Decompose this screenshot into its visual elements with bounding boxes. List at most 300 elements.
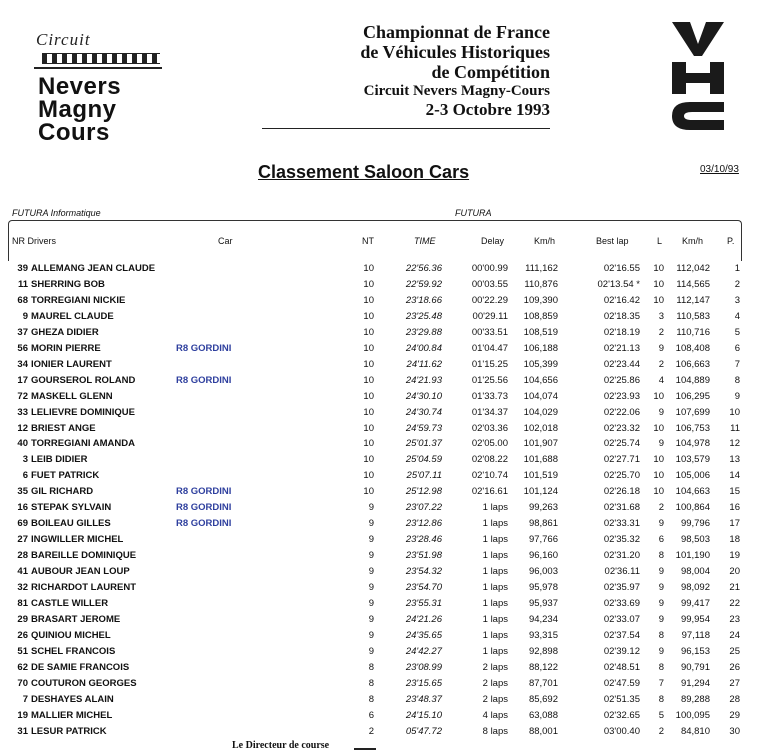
row-number: 81 <box>17 597 28 609</box>
row-laps: 10 <box>363 438 374 450</box>
row-number: 34 <box>17 358 28 370</box>
table-row <box>0 389 768 405</box>
row-driver: MAUREL CLAUDE <box>31 310 114 322</box>
row-best-speed: 104,663 <box>675 486 710 498</box>
row-speed: 104,074 <box>523 390 558 402</box>
row-speed: 104,029 <box>523 406 558 418</box>
row-delay: 01'15.25 <box>471 358 508 370</box>
row-best-speed: 91,294 <box>680 677 710 689</box>
row-best-lap-number: 8 <box>658 661 664 673</box>
row-best-speed: 101,190 <box>675 550 710 562</box>
row-speed: 101,124 <box>523 486 558 498</box>
table-row <box>0 261 768 277</box>
row-time: 24'42.27 <box>405 645 442 657</box>
row-car: R8 GORDINI <box>176 374 232 386</box>
row-best-lap-number: 10 <box>653 278 664 290</box>
row-time: 22'56.36 <box>405 263 442 274</box>
row-best-speed: 106,753 <box>675 422 710 434</box>
row-number: 6 <box>22 470 28 482</box>
table-row <box>0 644 768 660</box>
row-best-lap: 02'35.97 <box>603 582 640 593</box>
row-best-lap-number: 9 <box>658 645 664 657</box>
row-speed: 97,766 <box>528 534 558 546</box>
row-laps: 9 <box>368 629 374 641</box>
row-driver: TORREGIANI AMANDA <box>31 438 135 450</box>
row-time: 24'35.65 <box>405 629 442 641</box>
row-speed: 95,978 <box>528 582 558 593</box>
row-delay: 1 laps <box>482 645 508 657</box>
row-delay: 1 laps <box>482 582 508 593</box>
row-speed: 99,263 <box>528 502 558 514</box>
row-time: 25'12.98 <box>405 486 442 498</box>
row-driver: SCHEL FRANCOIS <box>31 645 116 657</box>
row-best-lap-number: 2 <box>658 326 664 338</box>
row-position: 28 <box>729 693 740 705</box>
row-best-lap: 02'32.65 <box>603 709 640 721</box>
row-number: 39 <box>17 263 28 274</box>
row-best-speed: 100,864 <box>675 502 710 514</box>
row-number: 33 <box>17 406 28 418</box>
row-delay: 1 laps <box>482 613 508 625</box>
row-best-speed: 112,042 <box>676 263 710 274</box>
row-speed: 110,876 <box>524 278 558 290</box>
row-driver: ALLEMANG JEAN CLAUDE <box>31 263 156 274</box>
row-time: 24'30.10 <box>405 390 442 402</box>
table-row <box>0 309 768 325</box>
col-header-kmh-2: Km/h <box>682 236 704 246</box>
row-driver: DE SAMIE FRANCOIS <box>31 661 130 673</box>
row-time: 05'47.72 <box>405 725 442 737</box>
row-best-lap: 02'39.12 <box>603 645 640 657</box>
organizer-label: FUTURA Informatique <box>12 208 101 218</box>
row-number: 16 <box>17 502 28 514</box>
row-speed: 101,519 <box>523 470 558 482</box>
row-laps: 9 <box>368 502 374 514</box>
row-number: 29 <box>17 613 28 625</box>
row-laps: 9 <box>368 518 374 530</box>
row-best-lap-number: 7 <box>658 677 664 689</box>
row-car: R8 GORDINI <box>176 518 232 530</box>
row-position: 27 <box>729 677 740 689</box>
row-position: 17 <box>729 518 740 530</box>
row-speed: 87,701 <box>528 677 558 689</box>
row-driver: COUTURON GEORGES <box>31 677 137 689</box>
row-driver: BRASART JEROME <box>31 613 121 625</box>
row-delay: 02'03.36 <box>471 422 508 434</box>
row-laps: 8 <box>368 677 374 689</box>
row-best-lap: 02'51.35 <box>603 693 640 705</box>
row-position: 25 <box>729 645 740 657</box>
row-best-lap: 02'48.51 <box>603 661 640 673</box>
table-row <box>0 532 768 548</box>
row-position: 15 <box>729 486 740 498</box>
table-row <box>0 277 768 293</box>
row-laps: 10 <box>363 294 374 306</box>
row-time: 24'21.26 <box>405 613 442 625</box>
row-laps: 10 <box>363 390 374 402</box>
row-number: 72 <box>17 390 28 402</box>
table-row <box>0 341 768 357</box>
row-best-lap: 02'27.71 <box>603 454 640 466</box>
row-delay: 4 laps <box>482 709 508 721</box>
row-position: 16 <box>729 502 740 514</box>
row-delay: 8 laps <box>482 725 508 737</box>
row-laps: 10 <box>363 358 374 370</box>
logo-script: Circuit <box>36 30 91 49</box>
row-position: 1 <box>734 263 740 274</box>
row-best-lap-number: 5 <box>658 709 664 721</box>
circuit-logo <box>30 30 170 144</box>
table-row <box>0 660 768 676</box>
row-speed: 96,160 <box>528 550 558 562</box>
row-delay: 00'00.99 <box>471 263 508 274</box>
row-delay: 01'25.56 <box>471 374 508 386</box>
table-row <box>0 580 768 596</box>
row-speed: 63,088 <box>528 709 558 721</box>
table-row <box>0 596 768 612</box>
row-speed: 93,315 <box>528 629 558 641</box>
row-best-lap-number: 8 <box>658 629 664 641</box>
row-position: 8 <box>734 374 740 386</box>
row-car: R8 GORDINI <box>176 486 232 498</box>
table-row <box>0 293 768 309</box>
row-best-lap-number: 9 <box>658 406 664 418</box>
row-best-speed: 99,954 <box>680 613 710 625</box>
row-best-lap-number: 10 <box>653 390 664 402</box>
row-best-lap: 02'37.54 <box>603 629 640 641</box>
row-best-lap-number: 2 <box>658 502 664 514</box>
row-best-speed: 105,006 <box>675 470 710 482</box>
row-best-lap: 02'36.11 <box>604 566 640 578</box>
row-laps: 2 <box>368 725 374 737</box>
row-driver: LELIEVRE DOMINIQUE <box>31 406 135 418</box>
row-time: 23'51.98 <box>405 550 442 562</box>
table-row <box>0 676 768 692</box>
row-best-speed: 98,092 <box>680 582 710 593</box>
row-best-lap-number: 4 <box>658 374 664 386</box>
row-best-speed: 107,699 <box>675 406 710 418</box>
row-delay: 1 laps <box>482 597 508 609</box>
row-position: 6 <box>734 342 740 354</box>
row-driver: TORREGIANI NICKIE <box>31 294 126 306</box>
table-row <box>0 724 768 740</box>
row-laps: 10 <box>363 486 374 498</box>
row-driver: LEIB DIDIER <box>31 454 88 466</box>
row-number: 69 <box>17 518 28 530</box>
row-best-lap: 02'23.93 <box>603 390 640 402</box>
row-delay: 00'22.29 <box>471 294 508 306</box>
row-time: 23'28.46 <box>405 534 442 546</box>
row-best-lap-number: 10 <box>653 422 664 434</box>
row-number: 41 <box>17 566 28 578</box>
row-laps: 10 <box>363 422 374 434</box>
table-row <box>0 452 768 468</box>
row-speed: 102,018 <box>523 422 558 434</box>
row-delay: 02'05.00 <box>471 438 508 450</box>
row-speed: 108,859 <box>523 310 558 322</box>
row-time: 25'04.59 <box>405 454 442 466</box>
row-speed: 111,162 <box>525 263 558 274</box>
row-delay: 01'33.73 <box>471 390 508 402</box>
row-speed: 96,003 <box>528 566 558 578</box>
row-number: 62 <box>17 661 28 673</box>
header-line-3: de Compétition <box>431 62 550 82</box>
table-row <box>0 500 768 516</box>
row-best-speed: 89,288 <box>680 693 710 705</box>
row-best-lap-number: 9 <box>658 582 664 593</box>
row-speed: 108,519 <box>523 326 558 338</box>
row-best-lap: 02'13.54 * <box>597 278 640 290</box>
row-best-lap-number: 8 <box>658 550 664 562</box>
row-number: 17 <box>17 374 28 386</box>
row-time: 23'07.22 <box>405 502 442 514</box>
row-number: 70 <box>17 677 28 689</box>
row-best-lap-number: 10 <box>653 454 664 466</box>
row-number: 32 <box>17 582 28 593</box>
header-rule <box>262 128 550 129</box>
row-speed: 101,907 <box>523 438 558 450</box>
row-position: 18 <box>729 534 740 546</box>
row-position: 7 <box>734 358 740 370</box>
row-driver: GOURSEROL ROLAND <box>31 374 136 386</box>
row-driver: MALLIER MICHEL <box>31 709 113 721</box>
row-speed: 95,937 <box>528 597 558 609</box>
row-best-lap: 02'33.07 <box>603 613 640 625</box>
row-position: 4 <box>734 310 740 322</box>
race-director-label: Le Directeur de course <box>232 740 330 751</box>
row-laps: 10 <box>363 454 374 466</box>
row-number: 28 <box>17 550 28 562</box>
row-best-lap-number: 9 <box>658 597 664 609</box>
row-laps: 10 <box>363 470 374 482</box>
row-number: 19 <box>17 709 28 721</box>
row-number: 26 <box>17 629 28 641</box>
table-row <box>0 484 768 500</box>
row-number: 7 <box>22 693 28 705</box>
table-row <box>0 628 768 644</box>
table-row <box>0 325 768 341</box>
row-speed: 88,122 <box>528 661 558 673</box>
row-driver: IONIER LAURENT <box>31 358 112 370</box>
row-position: 9 <box>734 390 740 402</box>
row-time: 24'21.93 <box>405 374 442 386</box>
header-line-4: Circuit Nevers Magny-Cours <box>363 83 550 99</box>
row-position: 2 <box>734 278 740 290</box>
row-time: 24'00.84 <box>405 342 442 354</box>
col-header-nt: NT <box>362 236 374 246</box>
row-best-lap-number: 10 <box>653 486 664 498</box>
row-best-lap-number: 9 <box>658 438 664 450</box>
row-best-lap: 02'23.44 <box>603 358 640 370</box>
row-best-lap: 02'18.19 <box>603 326 640 338</box>
row-best-lap-number: 9 <box>658 566 664 578</box>
row-best-lap: 03'00.40 <box>603 725 640 737</box>
row-best-lap-number: 2 <box>658 725 664 737</box>
row-best-speed: 104,978 <box>675 438 710 450</box>
table-row <box>0 692 768 708</box>
row-number: 40 <box>17 438 28 450</box>
checkered-flag-icon <box>42 53 160 64</box>
row-position: 26 <box>729 661 740 673</box>
row-number: 31 <box>17 725 28 737</box>
row-position: 24 <box>729 629 740 641</box>
row-delay: 2 laps <box>482 677 508 689</box>
row-laps: 9 <box>368 597 374 609</box>
row-best-speed: 99,417 <box>680 597 710 609</box>
row-best-speed: 96,153 <box>680 645 710 657</box>
row-best-lap: 02'25.70 <box>603 470 640 482</box>
row-laps: 10 <box>363 374 374 386</box>
table-row <box>0 612 768 628</box>
row-best-lap: 02'16.42 <box>603 294 640 306</box>
row-position: 13 <box>729 454 740 466</box>
row-driver: GIL RICHARD <box>31 486 94 498</box>
organizer-label-right: FUTURA <box>455 208 492 218</box>
row-laps: 9 <box>368 582 374 593</box>
row-speed: 92,898 <box>528 645 558 657</box>
row-time: 24'11.62 <box>406 358 442 370</box>
row-best-lap-number: 9 <box>658 342 664 354</box>
row-driver: QUINIOU MICHEL <box>31 629 111 641</box>
logo-word-1: Nevers <box>38 73 122 100</box>
row-laps: 8 <box>368 693 374 705</box>
row-position: 14 <box>729 470 740 482</box>
row-speed: 104,656 <box>523 374 558 386</box>
row-laps: 9 <box>368 550 374 562</box>
row-position: 5 <box>734 326 740 338</box>
vhc-logo-v <box>672 22 724 56</box>
row-laps: 9 <box>368 566 374 578</box>
row-best-speed: 110,716 <box>676 326 710 338</box>
row-delay: 02'08.22 <box>471 454 508 466</box>
table-row <box>0 405 768 421</box>
event-header <box>250 22 550 129</box>
row-position: 20 <box>729 566 740 578</box>
row-time: 23'54.70 <box>405 582 442 593</box>
row-driver: RICHARDOT LAURENT <box>31 582 137 593</box>
row-laps: 10 <box>363 342 374 354</box>
document-date: 03/10/93 <box>700 164 739 175</box>
row-driver: BOILEAU GILLES <box>31 518 111 530</box>
row-number: 12 <box>17 422 28 434</box>
row-best-lap-number: 3 <box>658 310 664 322</box>
row-driver: INGWILLER MICHEL <box>31 534 124 546</box>
row-delay: 2 laps <box>482 661 508 673</box>
row-driver: CASTLE WILLER <box>31 597 109 609</box>
row-driver: STEPAK SYLVAIN <box>31 502 112 514</box>
page-title: Classement Saloon Cars <box>258 162 470 182</box>
row-best-speed: 84,810 <box>680 725 710 737</box>
row-delay: 02'16.61 <box>471 486 508 498</box>
row-best-speed: 99,796 <box>680 518 710 530</box>
row-best-speed: 97,118 <box>681 629 710 641</box>
row-best-lap: 02'25.74 <box>603 438 640 450</box>
table-row <box>0 548 768 564</box>
vhc-logo <box>668 18 728 136</box>
row-driver: DESHAYES ALAIN <box>31 693 114 705</box>
table-row <box>0 468 768 484</box>
table-row <box>0 373 768 389</box>
row-number: 51 <box>17 645 28 657</box>
row-time: 23'55.31 <box>405 597 442 609</box>
row-laps: 10 <box>363 326 374 338</box>
row-best-speed: 108,408 <box>675 342 710 354</box>
signature-line <box>354 748 376 750</box>
row-best-lap: 02'33.69 <box>603 597 640 609</box>
row-delay: 01'34.37 <box>471 406 508 418</box>
row-best-lap: 02'33.31 <box>603 518 640 530</box>
row-delay: 00'03.55 <box>471 278 508 290</box>
row-best-lap-number: 10 <box>653 294 664 306</box>
row-best-lap: 02'31.20 <box>603 550 640 562</box>
row-position: 22 <box>729 597 740 609</box>
row-delay: 1 laps <box>482 550 508 562</box>
row-position: 21 <box>729 582 740 593</box>
row-best-speed: 100,095 <box>675 709 710 721</box>
col-header-best-lap: Best lap <box>596 236 629 246</box>
results-table-header-box <box>8 220 742 261</box>
row-driver: SHERRING BOB <box>31 278 105 290</box>
col-header-delay: Delay <box>481 236 505 246</box>
row-position: 19 <box>729 550 740 562</box>
row-best-speed: 98,503 <box>680 534 710 546</box>
row-time: 23'12.86 <box>405 518 442 530</box>
row-laps: 8 <box>368 661 374 673</box>
header-line-2: de Véhicules Historiques <box>360 42 550 62</box>
row-best-lap-number: 8 <box>658 693 664 705</box>
row-position: 11 <box>730 422 740 434</box>
vhc-logo-c <box>672 102 724 130</box>
table-row <box>0 436 768 452</box>
row-speed: 88,001 <box>528 725 558 737</box>
row-number: 56 <box>17 342 28 354</box>
row-driver: BAREILLE DOMINIQUE <box>31 550 137 562</box>
row-speed: 85,692 <box>528 693 558 705</box>
table-row <box>0 357 768 373</box>
row-time: 24'30.74 <box>405 406 442 418</box>
row-number: 35 <box>17 486 28 498</box>
row-laps: 10 <box>363 278 374 290</box>
row-best-lap: 02'47.59 <box>603 677 640 689</box>
row-position: 29 <box>729 709 740 721</box>
row-best-lap: 02'21.13 <box>603 342 640 354</box>
row-delay: 1 laps <box>482 534 508 546</box>
row-driver: MORIN PIERRE <box>31 342 101 354</box>
row-laps: 9 <box>368 613 374 625</box>
row-number: 68 <box>17 294 28 306</box>
row-best-lap: 02'23.32 <box>603 422 640 434</box>
row-driver: LESUR PATRICK <box>31 725 107 737</box>
row-driver: BRIEST ANGE <box>31 422 96 434</box>
logo-word-3: Cours <box>38 119 110 146</box>
row-best-speed: 103,579 <box>675 454 710 466</box>
row-time: 23'48.37 <box>405 693 442 705</box>
row-best-lap-number: 9 <box>658 613 664 625</box>
row-best-speed: 106,295 <box>675 390 710 402</box>
row-delay: 00'33.51 <box>471 326 508 338</box>
row-driver: FUET PATRICK <box>31 470 100 482</box>
row-best-speed: 106,663 <box>675 358 710 370</box>
col-header-position: P. <box>727 236 735 246</box>
row-position: 12 <box>729 438 740 450</box>
row-laps: 10 <box>363 263 374 274</box>
row-time: 25'07.11 <box>406 470 442 482</box>
row-number: 27 <box>17 534 28 546</box>
row-number: 11 <box>17 278 28 290</box>
row-position: 30 <box>729 725 740 737</box>
row-speed: 94,234 <box>528 613 558 625</box>
row-speed: 98,861 <box>528 518 558 530</box>
